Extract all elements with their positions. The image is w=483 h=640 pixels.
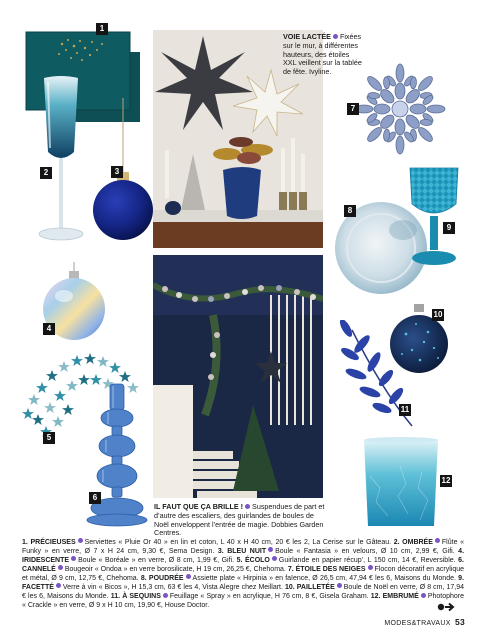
credit-item: 7. ÉTOILE DES NEIGES Flocon décoratif en acrylique et métal, Ø 9 cm, 12,75 €, Chehoma. xyxy=(22,565,465,582)
credit-item: 4. IRIDESCENTE Boule « Boréale » en verre, Ø 8 cm, 1,99 €, Gifi. xyxy=(22,547,465,564)
caption-brille-text: Suspendues de part et d’autre des escaliers, des guirlandes de boules de Noël enveloppent l’entrée de magie. Dobbies Garden Centres. xyxy=(154,502,325,538)
item-number-1: 1 xyxy=(96,23,108,35)
credit-item: 1. PRÉCIEUSES Serviettes « Pluie Or 40 » en lin et coton, L 40 x H 40 cm, 20 € les 2, La Cerise sur le Gâteau. xyxy=(22,538,392,546)
credit-item: 2. OMBRÉE Flûte « Funky » en verre, Ø 7 x H 24 cm, 9,30 €, Sema Design. xyxy=(22,538,464,555)
credits-block xyxy=(22,538,464,610)
item-number-5: 5 xyxy=(43,432,55,444)
credit-item: 5. ÉCOLO Guirlande en papier récup’, L 150 cm, 14 €, Reversible. xyxy=(236,556,456,564)
footer-brand: MODES&TRAVAUX xyxy=(384,620,451,627)
credit-item: 12. EMBRUMÉ Photophore « Crackle » en verre, Ø 9 x H 10 cm, 19,90 €, House Doctor. xyxy=(22,593,465,609)
item-number-6: 6 xyxy=(89,492,101,504)
credit-item: 3. BLEU NUIT Boule « Fantasia » en velours, Ø 10 cm, 2,99 €, Gifi. xyxy=(217,547,455,555)
item-number-3: 3 xyxy=(111,166,123,178)
photophore-photo xyxy=(360,436,442,532)
item-number-9: 9 xyxy=(443,222,455,234)
credit-item: 8. POUDRÉE Assiette plate « Hirpinia » en faïence, Ø 26,5 cm, 47,94 € les 6, Maisons du Monde. xyxy=(140,574,456,582)
credit-item: 9. FACETTÉ Verre à vin « Bicos », H 15,3 cm, 63 € les 4, Vista Alegre chez Meillart. xyxy=(22,574,464,591)
bullet-dot xyxy=(333,34,338,39)
caption-voie-lactee-text: Fixées sur le mur, à différentes hauteurs, des étoiles XXL veillent sur la tablée de fête. Ivyline. xyxy=(283,32,362,77)
page-number: 53 xyxy=(454,617,465,627)
item-number-4: 4 xyxy=(43,323,55,335)
credit-item: 10. PAILLETÉE Boule de Noël en verre, Ø 8 cm, 17,94 € les 6, Maisons du Monde. xyxy=(22,583,464,601)
staircase-scene-photo xyxy=(153,255,323,498)
item-number-10: 10 xyxy=(433,310,443,319)
snowflake-photo xyxy=(345,54,455,164)
caption-voie-lactee-title: VOIE LACTÉE xyxy=(283,32,331,41)
item-number-12: 12 xyxy=(441,476,451,485)
wine-glass-photo xyxy=(404,164,464,272)
flute-photo xyxy=(36,72,86,250)
item-number-8: 8 xyxy=(344,205,356,217)
page-footer xyxy=(384,617,465,627)
item-number-2: 2 xyxy=(40,167,52,179)
arrow-next-icon xyxy=(437,602,455,612)
credit-item: 11. À SEQUINS Feuillage « Spray » en acrylique, H 76 cm, 8 €, Gisela Graham. xyxy=(110,593,369,601)
candle-holder-photo xyxy=(86,382,148,530)
caption-brille xyxy=(154,503,326,538)
caption-brille-title: IL FAUT QUE ÇA BRILLE ! xyxy=(154,502,244,511)
item-number-7: 7 xyxy=(347,103,359,115)
credit-item: 6. CANNELÉ Bougeoir « Ondoa » en verre borosilicate, H 19 cm, 26,25 €, Chehoma. xyxy=(22,556,464,573)
bullet-dot xyxy=(245,504,250,509)
item-number-11: 11 xyxy=(400,405,410,414)
